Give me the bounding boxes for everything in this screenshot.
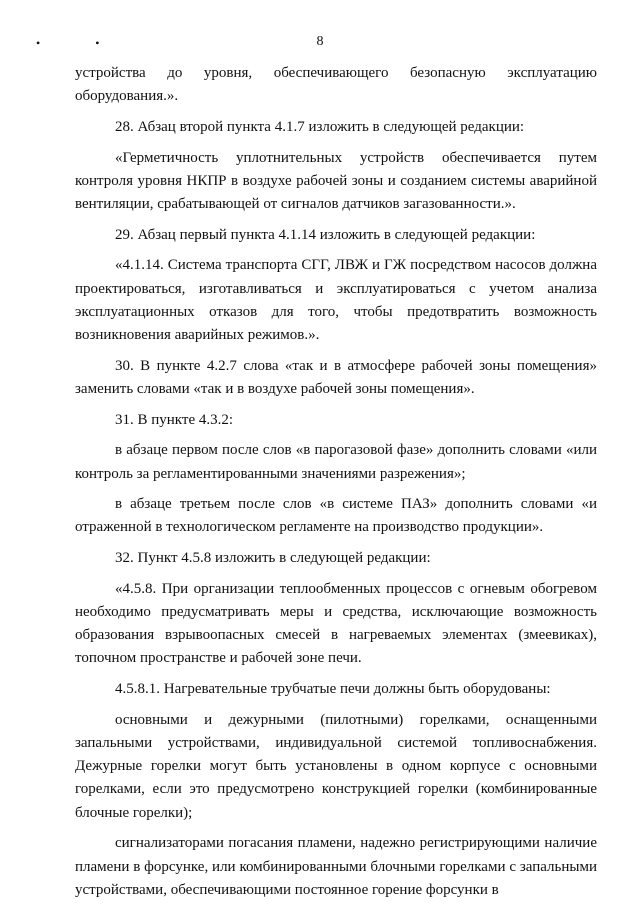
page-number: 8 — [316, 34, 324, 49]
paragraph-continuation: устройства до уровня, обеспечивающего безопасную эксплуатацию оборудования.». — [75, 65, 597, 105]
paragraph-item-29: 29. Абзац первый пункта 4.1.14 изложить в следующей редакции: — [115, 226, 536, 243]
paragraph-item-32: 32. Пункт 4.5.8 изложить в следующей редакции: — [115, 550, 431, 567]
paragraph-4-5-8-1: 4.5.8.1. Нагревательные трубчатые печи должны быть оборудованы: — [115, 681, 551, 698]
scan-marks: • • — [36, 36, 126, 50]
paragraph-item-30: 30. В пункте 4.2.7 слова «так и в атмосфере рабочей зоны помещения» заменить словами «так и в воздухе рабочей зоны помещения». — [75, 357, 597, 397]
paragraph-4-3-2-first: в абзаце первом после слов «в парогазовой фазе» дополнить словами «или контроль за регламентированными значениями разрежения»; — [75, 442, 597, 482]
paragraph-4-3-2-third: в абзаце третьем после слов «в системе ПАЗ» дополнить словами «и отраженной в технологическом регламенте на производство продукции». — [75, 496, 597, 536]
paragraph-quote-4-1-14: «4.1.14. Система транспорта СГГ, ЛВЖ и ГЖ посредством насосов должна проектироваться, изготавливаться и эксплуатироваться с учетом анализа эксплуатационных отказов для того, чтобы предотвратить возможность возникновения аварийных режимов.». — [75, 257, 597, 344]
paragraph-item-31: 31. В пункте 4.3.2: — [115, 411, 234, 428]
paragraph-item-28: 28. Абзац второй пункта 4.1.7 изложить в следующей редакции: — [115, 118, 525, 135]
paragraph-flame-sensors: сигнализаторами погасания пламени, надежно регистрирующими наличие пламени в форсунке, или комбинированными блочными горелками с запальными устройствами, обеспечивающими постоянное горение форсунки в — [75, 835, 597, 898]
paragraph-quote-4-5-8: «4.5.8. При организации теплообменных процессов с огневым обогревом необходимо предусматривать меры и средства, исключающие возможность образования взрывоопасных смесей в нагреваемых элементах (змеевиках), топочном пространстве и рабочей зоне печи. — [75, 580, 597, 667]
paragraph-burners: основными и дежурными (пилотными) горелками, оснащенными запальными устройствами, индивидуальной системой топливоснабжения. Дежурные горелки могут быть установлены в одном корпусе с основными горелками, если это предусмотрено конструкцией горелки (комбинированные блочные горелки); — [75, 711, 597, 821]
paragraph-quote-4-1-7: «Герметичность уплотнительных устройств обеспечивается путем контроля уровня НКПР в воздухе рабочей зоны и созданием системы аварийной вентиляции, срабатывающей от сигналов датчиков загазованности.». — [75, 149, 597, 213]
document-body — [75, 62, 597, 910]
